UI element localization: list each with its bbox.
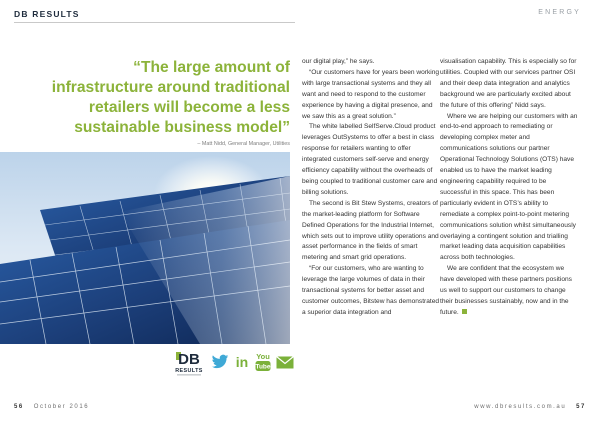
paragraph: The white labelled SelfServe.Cloud product leverages OutSystems to offer a best in class response for retailers wanting to offer integrated customers self-serve and energy efficiency capability without the overheads of being coupled to traditional customer care and billing solutions.: [302, 123, 438, 196]
svg-text:Tube: Tube: [255, 363, 271, 371]
paragraph-text: We are confident that the ecosystem we have developed with these partners positions us well to support our customers to change their businesses sustainably, now and in the future.: [440, 265, 572, 316]
pull-quote-line: retailers will become a less: [88, 99, 290, 116]
email-icon[interactable]: [276, 356, 294, 369]
article-column-1: [302, 57, 440, 319]
website-url[interactable]: www.dbresults.com.au: [474, 404, 567, 410]
linkedin-icon[interactable]: [234, 354, 250, 370]
db-results-logo[interactable]: [172, 345, 206, 379]
pull-quote-line: “The large amount of: [133, 59, 290, 76]
paragraph: [440, 264, 578, 319]
pull-quote: [40, 58, 290, 138]
svg-text:in: in: [235, 354, 249, 370]
footer-right: [474, 404, 586, 410]
solar-panels-illustration: [0, 152, 290, 344]
paragraph: visualisation capability. This is especially so for utilities. Coupled with our services partner OSI and their deep data integration and analytics background we are particularly excited about the future of this offering” Nidd says.: [440, 58, 577, 109]
end-of-article-mark: [462, 309, 467, 314]
solar-panels-photo: [0, 152, 290, 344]
pull-quote-line: infrastructure around traditional: [51, 79, 290, 96]
svg-text:You: You: [256, 352, 270, 361]
paragraph: “Our customers have for years been working with large transactional systems and they all want and need to respond to the customer experience by having a digital presence, and we saw this as a great solution.”: [302, 68, 440, 120]
footer-left: [14, 404, 89, 410]
paragraph: The second is Bit Stew Systems, creators of the market-leading platform for Software Defined Operations for the Industrial Internet, which sets out to improve utility operations and asset performance in the fields of smart metering and smart grid operations.: [302, 199, 439, 262]
svg-text:RESULTS: RESULTS: [175, 368, 203, 374]
social-links: [172, 344, 294, 380]
twitter-icon[interactable]: [211, 354, 229, 370]
svg-text:DB: DB: [178, 351, 200, 368]
publication-brand: DB RESULTS: [14, 9, 80, 19]
page-number-left: 56: [14, 404, 24, 410]
quote-attribution: – Matt Nidd, General Manager, Utilities: [197, 141, 290, 147]
header-divider: [14, 22, 295, 23]
issue-date: October 2016: [33, 404, 90, 410]
page-number-right: 57: [576, 404, 586, 410]
section-label: ENERGY: [538, 9, 581, 16]
article-column-2: [440, 57, 578, 319]
paragraph: our digital play,” he says.: [302, 58, 375, 65]
paragraph: “For our customers, who are wanting to leverage the large volumes of data in their transactional systems for better asset and customer outcomes, Bitstew has demonstrated a superior data integration and: [302, 265, 440, 316]
paragraph: Where we are helping our customers with an end-to-end approach to remediating or developing complex meter and communications solutions our partner Operational Technology Solutions (OTS) have enabled us to have the market leading engineering capability required to be successful in this space. This has been particularly evident in OTS’s ability to remediate a complex point-to-point metering communications solution whilst simultaneously overlaying a contingent solution and trialling market leading data acquisition capabilities across both technologies.: [440, 112, 578, 262]
pull-quote-line: sustainable business model”: [74, 119, 290, 136]
youtube-icon[interactable]: [255, 351, 271, 373]
